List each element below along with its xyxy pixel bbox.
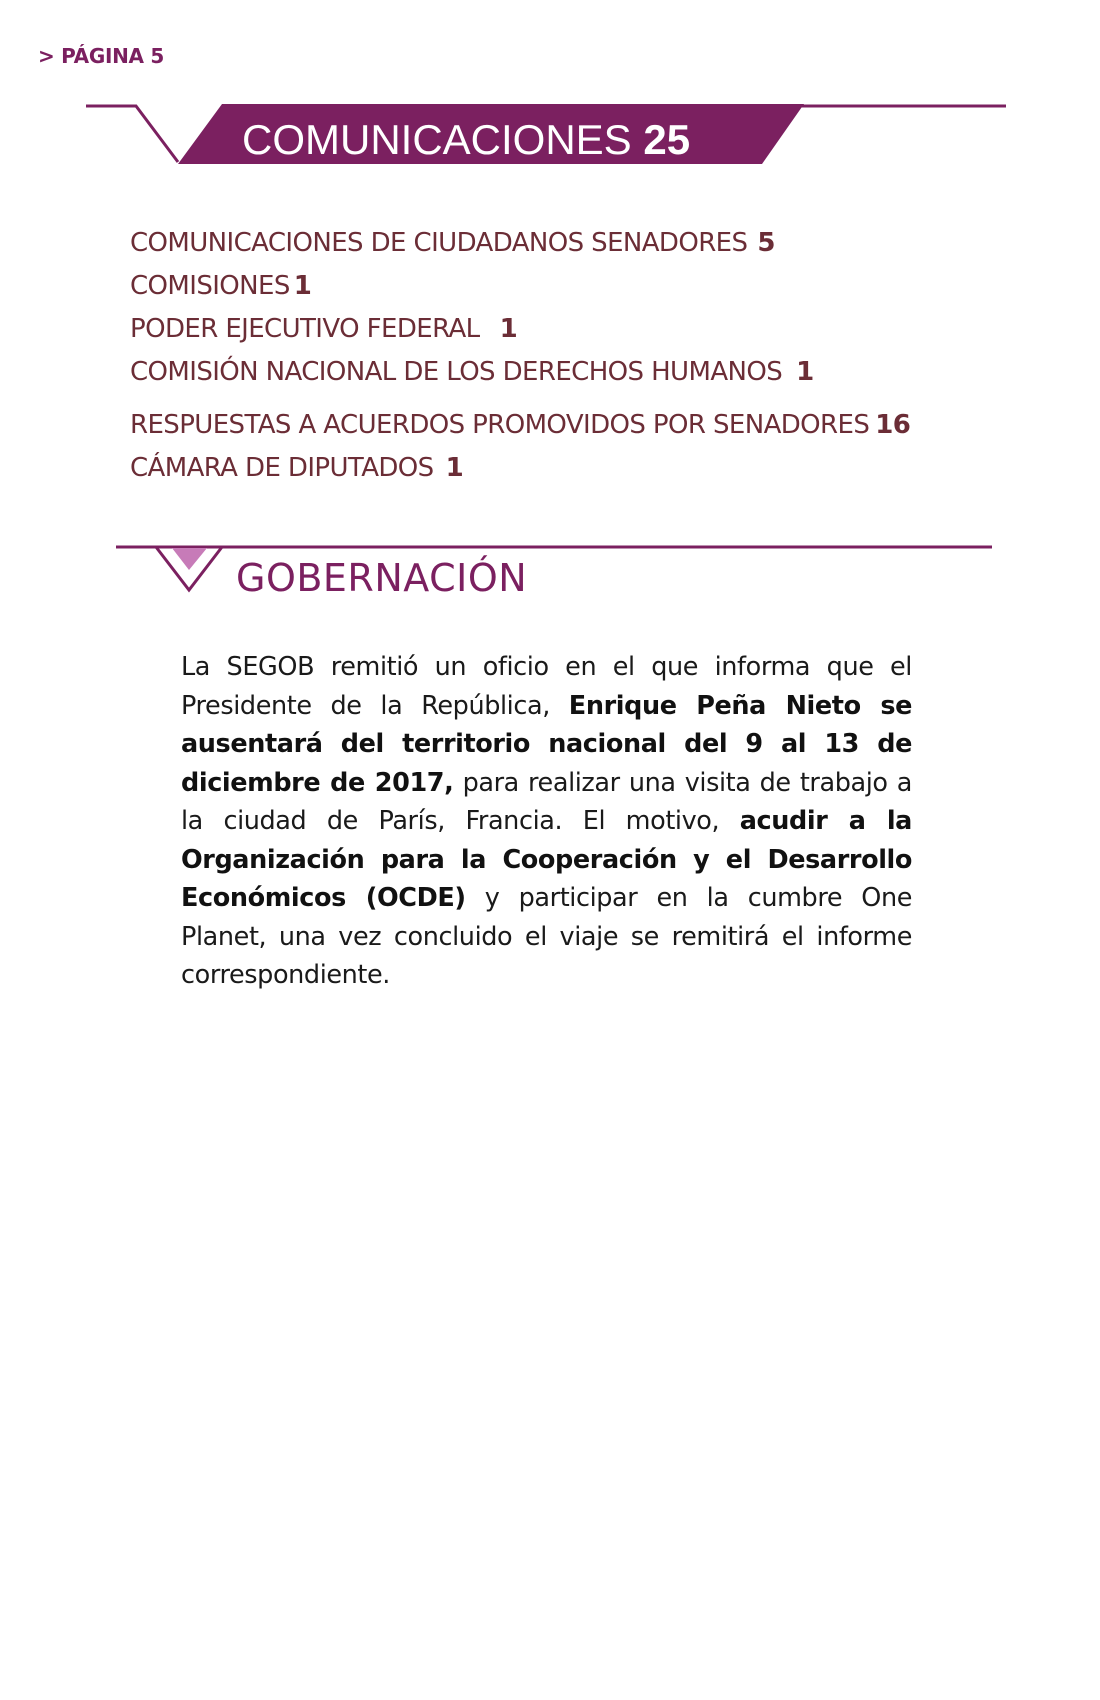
page-reference: > PÁGINA 5 <box>38 44 164 68</box>
summary-label: COMUNICACIONES DE CIUDADANOS SENADORES <box>130 228 748 258</box>
summary-label: COMISIÓN NACIONAL DE LOS DERECHOS HUMANOS <box>130 357 783 387</box>
summary-count: 1 <box>499 314 518 344</box>
paragraph-run-bold: Enrique Peña Nieto se ausentará del territorio nacional del 9 al 13 de diciembre de 2017, <box>181 690 912 798</box>
banner-count: 25 <box>643 116 691 163</box>
summary-label: PODER EJECUTIVO FEDERAL <box>130 314 480 344</box>
summary-count: 1 <box>796 357 814 387</box>
section-title: GOBERNACIÓN <box>236 556 528 600</box>
summary-label: RESPUESTAS A ACUERDOS PROMOVIDOS POR SENADORES <box>130 410 870 440</box>
summary-label: CÁMARA DE DIPUTADOS <box>130 453 434 483</box>
banner-title-text: COMUNICACIONES <box>242 116 632 163</box>
paragraph-run: para realizar una visita de trabajo a la ciudad de París, Francia. El motivo, <box>181 767 912 836</box>
paragraph-run: y participar en la cumbre One Planet, una vez concluido el viaje se remitirá el informe correspondiente. <box>181 883 912 990</box>
summary-count: 1 <box>293 271 312 301</box>
paragraph-run-bold: acudir a la Organización para la Cooperación y el Desarrollo Económicos (OCDE) <box>181 806 912 913</box>
summary-label: COMISIONES <box>130 271 290 301</box>
summary-count: 1 <box>445 453 464 483</box>
triangle-down-icon <box>172 548 207 570</box>
summary-count: 16 <box>875 410 911 440</box>
paragraph-run: La SEGOB remitió un oficio en el que informa que el Presidente de la República, <box>181 652 912 721</box>
body-paragraph <box>181 648 912 995</box>
summary-count: 5 <box>757 228 775 258</box>
section-decoration <box>0 0 1100 620</box>
